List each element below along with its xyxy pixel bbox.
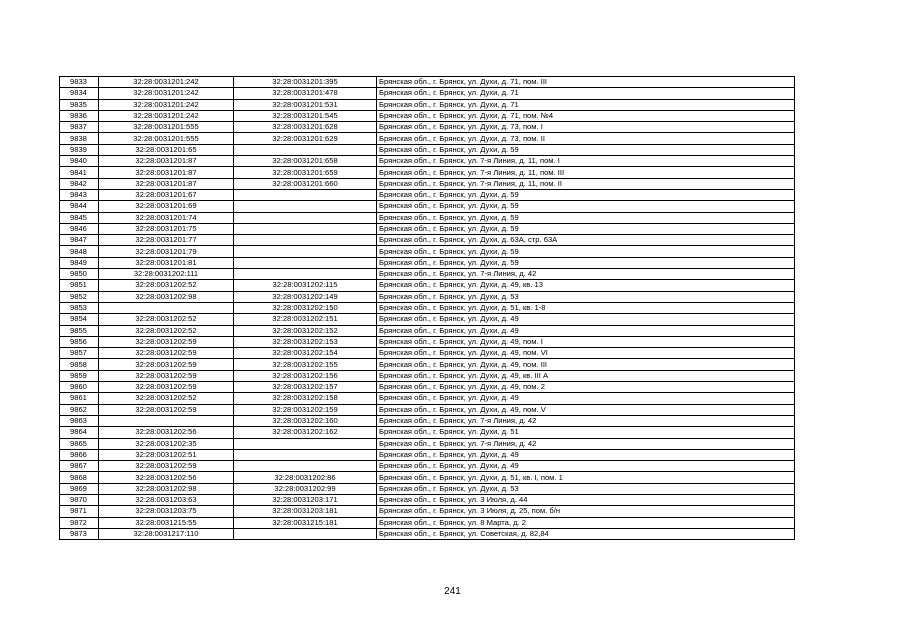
address-cell: Брянская обл., г. Брянск, ул. Духи, д. 49, пом. V [377,404,795,415]
address-cell: Брянская обл., г. Брянск, ул. 7-я Линия, д. 11, пом. II [377,178,795,189]
object-cadastral-number-cell: 32:28:0031202:162 [234,427,377,438]
cadastral-number-cell: 32:28:0031215:55 [99,517,234,528]
table-row [60,359,795,370]
object-cadastral-number-cell: 32:28:0031202:150 [234,302,377,313]
row-number-cell: 9854 [60,314,99,325]
cadastral-number-cell: 32:28:0031201:79 [99,246,234,257]
address-cell: Брянская обл., г. Брянск, ул. Духи, д. 53 [377,483,795,494]
cadastral-number-cell: 32:28:0031202:51 [99,449,234,460]
cadastral-number-cell: 32:28:0031201:555 [99,122,234,133]
table-row [60,156,795,167]
row-number-cell: 9858 [60,359,99,370]
row-number-cell: 9872 [60,517,99,528]
table-row [60,167,795,178]
object-cadastral-number-cell: 32:28:0031215:181 [234,517,377,528]
object-cadastral-number-cell: 32:28:0031202:157 [234,382,377,393]
row-number-cell: 9842 [60,178,99,189]
table-row [60,178,795,189]
address-cell: Брянская обл., г. Брянск, ул. Духи, д. 59 [377,201,795,212]
table-row [60,257,795,268]
table-row [60,110,795,121]
table-row [60,325,795,336]
page-number: 241 [444,586,461,597]
cadastral-number-cell: 32:28:0031202:35 [99,438,234,449]
address-cell: Брянская обл., г. Брянск, ул. Духи, д. 59 [377,144,795,155]
table-row [60,382,795,393]
table-row [60,99,795,110]
row-number-cell: 9849 [60,257,99,268]
address-cell: Брянская обл., г. Брянск, ул. 7-я Линия, д. 11, пом. I [377,156,795,167]
row-number-cell: 9839 [60,144,99,155]
cadastral-number-cell: 32:28:0031201:242 [99,99,234,110]
address-cell: Брянская обл., г. Брянск, ул. 3 Июля, д. 25, пом. б/н [377,506,795,517]
object-cadastral-number-cell: 32:28:0031201:478 [234,88,377,99]
object-cadastral-number-cell: 32:28:0031201:629 [234,133,377,144]
cadastral-number-cell: 32:28:0031202:59 [99,382,234,393]
row-number-cell: 9862 [60,404,99,415]
object-cadastral-number-cell: 32:28:0031201:628 [234,122,377,133]
object-cadastral-number-cell: 32:28:0031202:86 [234,472,377,483]
table-row [60,528,795,539]
object-cadastral-number-cell [234,212,377,223]
cadastral-number-cell: 32:28:0031201:81 [99,257,234,268]
row-number-cell: 9859 [60,370,99,381]
cadastral-number-cell: 32:28:0031217:110 [99,528,234,539]
address-cell: Брянская обл., г. Брянск, ул. 3 Июля, д. 44 [377,494,795,505]
row-number-cell: 9864 [60,427,99,438]
table-row [60,144,795,155]
table-row [60,122,795,133]
address-cell: Брянская обл., г. Брянск, ул. Духи, д. 71 [377,99,795,110]
cadastral-number-cell: 32:28:0031202:111 [99,269,234,280]
row-number-cell: 9843 [60,189,99,200]
object-cadastral-number-cell: 32:28:0031202:151 [234,314,377,325]
row-number-cell: 9860 [60,382,99,393]
row-number-cell: 9847 [60,235,99,246]
cadastral-number-cell: 32:28:0031203:63 [99,494,234,505]
table-row [60,506,795,517]
cadastral-number-cell: 32:28:0031202:59 [99,336,234,347]
row-number-cell: 9850 [60,269,99,280]
table-row [60,189,795,200]
object-cadastral-number-cell: 32:28:0031202:115 [234,280,377,291]
row-number-cell: 9873 [60,528,99,539]
table-row [60,472,795,483]
address-cell: Брянская обл., г. Брянск, ул. Духи, д. 71, пом. III [377,77,795,88]
object-cadastral-number-cell: 32:28:0031201:660 [234,178,377,189]
object-cadastral-number-cell [234,461,377,472]
table-row [60,212,795,223]
row-number-cell: 9836 [60,110,99,121]
address-cell: Брянская обл., г. Брянск, ул. Духи, д. 51, кв. I, пом. 1 [377,472,795,483]
cadastral-number-cell [99,302,234,313]
address-cell: Брянская обл., г. Брянск, ул. 7-я Линия, д. 11, пом. III [377,167,795,178]
cadastral-number-cell: 32:28:0031202:98 [99,483,234,494]
address-cell: Брянская обл., г. Брянск, ул. Духи, д. 73, пом. II [377,133,795,144]
cadastral-number-cell: 32:28:0031201:242 [99,77,234,88]
cadastral-number-cell: 32:28:0031202:59 [99,348,234,359]
table-row [60,393,795,404]
table-row [60,336,795,347]
object-cadastral-number-cell: 32:28:0031201:545 [234,110,377,121]
table-row [60,404,795,415]
address-cell: Брянская обл., г. Брянск, ул. Духи, д. 49, пом. I [377,336,795,347]
cadastral-number-cell: 32:28:0031201:77 [99,235,234,246]
row-number-cell: 9840 [60,156,99,167]
cadastral-number-cell: 32:28:0031202:59 [99,359,234,370]
address-cell: Брянская обл., г. Брянск, ул. Советская, д. 82,84 [377,528,795,539]
row-number-cell: 9844 [60,201,99,212]
cadastral-number-cell: 32:28:0031202:59 [99,461,234,472]
address-cell: Брянская обл., г. Брянск, ул. 7-я Линия, д. 42 [377,415,795,426]
table-row [60,517,795,528]
row-number-cell: 9852 [60,291,99,302]
object-cadastral-number-cell: 32:28:0031202:99 [234,483,377,494]
cadastral-number-cell: 32:28:0031202:52 [99,280,234,291]
address-cell: Брянская обл., г. Брянск, ул. Духи, д. 49, пом. VI [377,348,795,359]
object-cadastral-number-cell [234,438,377,449]
object-cadastral-number-cell: 32:28:0031202:159 [234,404,377,415]
cadastral-number-cell: 32:28:0031202:59 [99,404,234,415]
address-cell: Брянская обл., г. Брянск, ул. Духи, д. 49, кв. 13 [377,280,795,291]
row-number-cell: 9848 [60,246,99,257]
registry-table [59,76,795,540]
object-cadastral-number-cell [234,223,377,234]
row-number-cell: 9845 [60,212,99,223]
object-cadastral-number-cell: 32:28:0031201:531 [234,99,377,110]
address-cell: Брянская обл., г. Брянск, ул. Духи, д. 49, кв. III А [377,370,795,381]
table-row [60,494,795,505]
object-cadastral-number-cell: 32:28:0031202:160 [234,415,377,426]
address-cell: Брянская обл., г. Брянск, ул. Духи, д. 49 [377,449,795,460]
object-cadastral-number-cell [234,201,377,212]
table-row [60,269,795,280]
row-number-cell: 9851 [60,280,99,291]
address-cell: Брянская обл., г. Брянск, ул. Духи, д. 49, пом. III [377,359,795,370]
table-row [60,483,795,494]
address-cell: Брянская обл., г. Брянск, ул. Духи, д. 71, пом. №4 [377,110,795,121]
object-cadastral-number-cell [234,246,377,257]
table-row [60,133,795,144]
table-row [60,415,795,426]
object-cadastral-number-cell [234,528,377,539]
row-number-cell: 9853 [60,302,99,313]
table-row [60,201,795,212]
row-number-cell: 9867 [60,461,99,472]
cadastral-number-cell: 32:28:0031201:87 [99,178,234,189]
object-cadastral-number-cell [234,449,377,460]
table-row [60,235,795,246]
cadastral-number-cell: 32:28:0031201:75 [99,223,234,234]
row-number-cell: 9870 [60,494,99,505]
row-number-cell: 9838 [60,133,99,144]
row-number-cell: 9863 [60,415,99,426]
object-cadastral-number-cell [234,189,377,200]
row-number-cell: 9857 [60,348,99,359]
cadastral-number-cell: 32:28:0031202:56 [99,472,234,483]
object-cadastral-number-cell: 32:28:0031202:158 [234,393,377,404]
row-number-cell: 9833 [60,77,99,88]
row-number-cell: 9861 [60,393,99,404]
table-row [60,246,795,257]
address-cell: Брянская обл., г. Брянск, ул. Духи, д. 49, пом. 2 [377,382,795,393]
address-cell: Брянская обл., г. Брянск, ул. Духи, д. 49 [377,325,795,336]
row-number-cell: 9865 [60,438,99,449]
table-row [60,314,795,325]
object-cadastral-number-cell: 32:28:0031201:659 [234,167,377,178]
cadastral-number-cell: 32:28:0031202:98 [99,291,234,302]
cadastral-number-cell [99,415,234,426]
table-row [60,302,795,313]
address-cell: Брянская обл., г. Брянск, ул. Духи, д. 53 [377,291,795,302]
object-cadastral-number-cell: 32:28:0031202:154 [234,348,377,359]
cadastral-number-cell: 32:28:0031201:242 [99,88,234,99]
address-cell: Брянская обл., г. Брянск, ул. Духи, д. 73, пом. I [377,122,795,133]
table-row [60,449,795,460]
cadastral-number-cell: 32:28:0031201:67 [99,189,234,200]
table-row [60,280,795,291]
object-cadastral-number-cell [234,269,377,280]
address-cell: Брянская обл., г. Брянск, ул. Духи, д. 71 [377,88,795,99]
table-row [60,438,795,449]
object-cadastral-number-cell: 32:28:0031202:149 [234,291,377,302]
address-cell: Брянская обл., г. Брянск, ул. Духи, д. 49 [377,461,795,472]
address-cell: Брянская обл., г. Брянск, ул. 8 Марта, д. 2 [377,517,795,528]
table-row [60,291,795,302]
address-cell: Брянская обл., г. Брянск, ул. Духи, д. 51, кв. 1-8 [377,302,795,313]
address-cell: Брянская обл., г. Брянск, ул. Духи, д. 59 [377,189,795,200]
table-row [60,77,795,88]
cadastral-number-cell: 32:28:0031201:74 [99,212,234,223]
object-cadastral-number-cell: 32:28:0031203:171 [234,494,377,505]
cadastral-number-cell: 32:28:0031201:87 [99,156,234,167]
object-cadastral-number-cell: 32:28:0031202:152 [234,325,377,336]
object-cadastral-number-cell: 32:28:0031202:156 [234,370,377,381]
address-cell: Брянская обл., г. Брянск, ул. Духи, д. 59 [377,246,795,257]
cadastral-number-cell: 32:28:0031203:75 [99,506,234,517]
cadastral-number-cell: 32:28:0031201:69 [99,201,234,212]
row-number-cell: 9855 [60,325,99,336]
table-row [60,461,795,472]
cadastral-number-cell: 32:28:0031202:52 [99,325,234,336]
cadastral-number-cell: 32:28:0031202:52 [99,314,234,325]
cadastral-number-cell: 32:28:0031201:87 [99,167,234,178]
cadastral-number-cell: 32:28:0031201:65 [99,144,234,155]
table-row [60,88,795,99]
cadastral-number-cell: 32:28:0031201:555 [99,133,234,144]
row-number-cell: 9841 [60,167,99,178]
row-number-cell: 9866 [60,449,99,460]
row-number-cell: 9835 [60,99,99,110]
address-cell: Брянская обл., г. Брянск, ул. Духи, д. 59 [377,212,795,223]
row-number-cell: 9856 [60,336,99,347]
cadastral-number-cell: 32:28:0031202:52 [99,393,234,404]
object-cadastral-number-cell [234,257,377,268]
address-cell: Брянская обл., г. Брянск, ул. Духи, д. 59 [377,257,795,268]
address-cell: Брянская обл., г. Брянск, ул. Духи, д. 49 [377,314,795,325]
row-number-cell: 9871 [60,506,99,517]
row-number-cell: 9868 [60,472,99,483]
address-cell: Брянская обл., г. Брянск, ул. Духи, д. 59 [377,223,795,234]
row-number-cell: 9869 [60,483,99,494]
row-number-cell: 9834 [60,88,99,99]
object-cadastral-number-cell: 32:28:0031202:155 [234,359,377,370]
address-cell: Брянская обл., г. Брянск, ул. Духи, д. 51 [377,427,795,438]
object-cadastral-number-cell: 32:28:0031201:658 [234,156,377,167]
cadastral-number-cell: 32:28:0031202:59 [99,370,234,381]
object-cadastral-number-cell [234,144,377,155]
cadastral-number-cell: 32:28:0031201:242 [99,110,234,121]
object-cadastral-number-cell: 32:28:0031202:153 [234,336,377,347]
table-row [60,370,795,381]
table-row [60,427,795,438]
table-row [60,223,795,234]
object-cadastral-number-cell: 32:28:0031203:181 [234,506,377,517]
object-cadastral-number-cell [234,235,377,246]
cadastral-number-cell: 32:28:0031202:56 [99,427,234,438]
table-row [60,348,795,359]
address-cell: Брянская обл., г. Брянск, ул. Духи, д. 63А, стр. 63А [377,235,795,246]
address-cell: Брянская обл., г. Брянск, ул. 7-я Линия, д. 42 [377,438,795,449]
row-number-cell: 9837 [60,122,99,133]
object-cadastral-number-cell: 32:28:0031201:395 [234,77,377,88]
address-cell: Брянская обл., г. Брянск, ул. 7-я Линия, д. 42 [377,269,795,280]
address-cell: Брянская обл., г. Брянск, ул. Духи, д. 49 [377,393,795,404]
registry-table-body [60,77,795,540]
row-number-cell: 9846 [60,223,99,234]
